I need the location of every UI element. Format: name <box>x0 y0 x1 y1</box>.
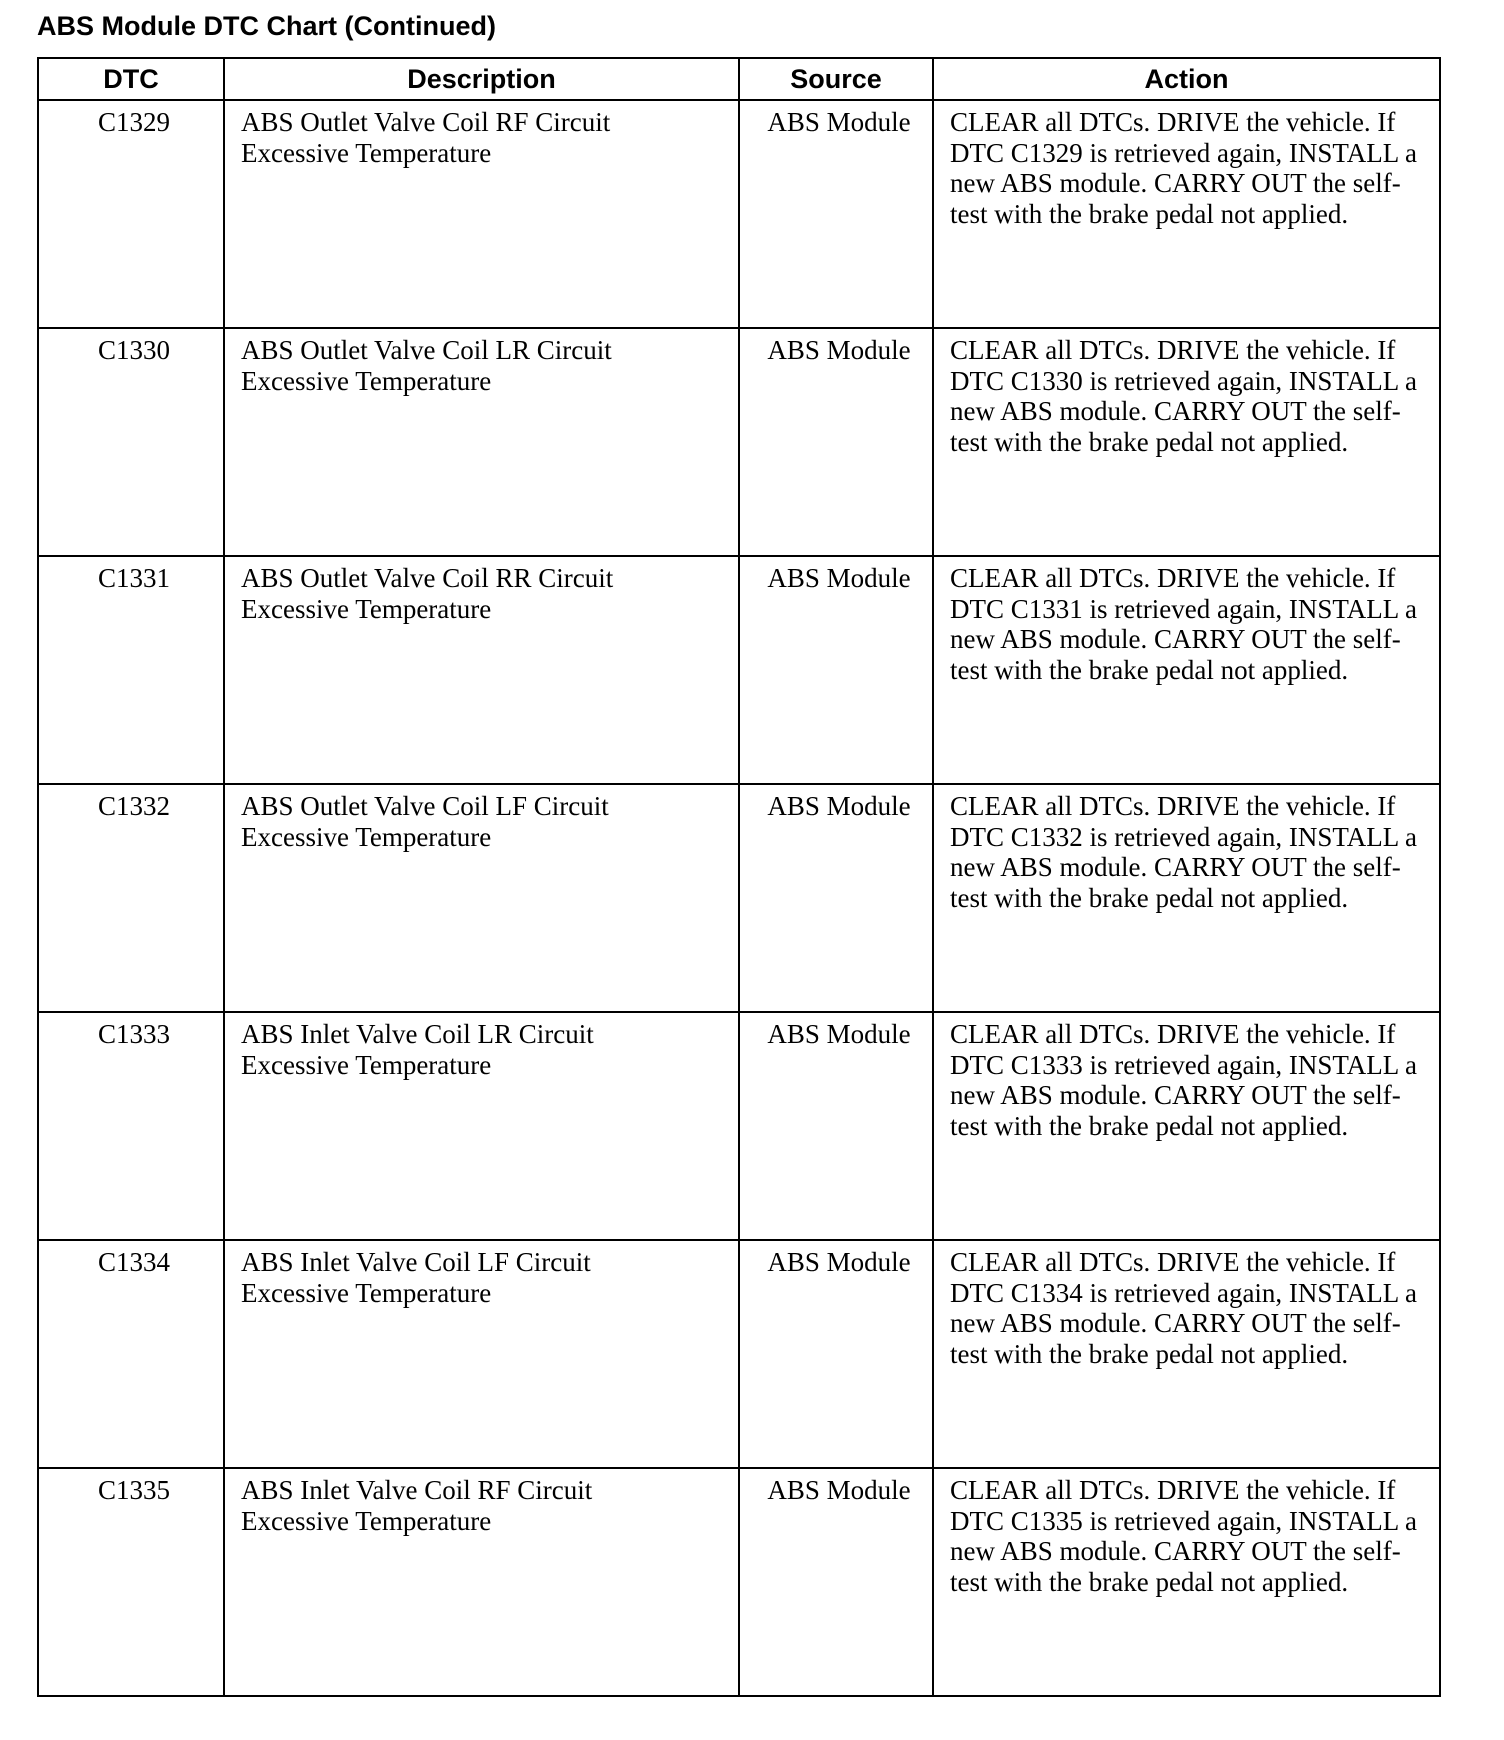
table-row <box>38 1240 1440 1468</box>
table-row <box>38 1468 1440 1696</box>
header-source: Source <box>739 58 933 100</box>
dtc-source: ABS Module <box>739 556 933 784</box>
description-line: Excessive Temperature <box>241 1277 492 1308</box>
dtc-description <box>224 100 739 328</box>
dtc-source: ABS Module <box>739 1468 933 1696</box>
dtc-source: ABS Module <box>739 1240 933 1468</box>
description-line: ABS Inlet Valve Coil LR Circuit <box>241 1019 594 1049</box>
dtc-description <box>224 1468 739 1696</box>
description-line: Excessive Temperature <box>241 1049 492 1080</box>
description-line: ABS Inlet Valve Coil LF Circuit <box>241 1247 591 1277</box>
dtc-code: C1333 <box>38 1012 224 1240</box>
page-title: ABS Module DTC Chart (Continued) <box>37 11 496 41</box>
dtc-action: CLEAR all DTCs. DRIVE the vehicle. If DTC C1332 is retrieved again, INSTALL a new ABS module. CARRY OUT the self-test with the brake pedal not applied. <box>933 784 1440 1012</box>
table-row <box>38 100 1440 328</box>
dtc-code: C1330 <box>38 328 224 556</box>
dtc-description <box>224 784 739 1012</box>
dtc-action: CLEAR all DTCs. DRIVE the vehicle. If DTC C1334 is retrieved again, INSTALL a new ABS module. CARRY OUT the self-test with the brake pedal not applied. <box>933 1240 1440 1468</box>
dtc-code: C1329 <box>38 100 224 328</box>
description-line: Excessive Temperature <box>241 365 492 396</box>
dtc-code: C1331 <box>38 556 224 784</box>
description-line: ABS Outlet Valve Coil LF Circuit <box>241 791 609 821</box>
description-line: ABS Inlet Valve Coil RF Circuit <box>241 1475 593 1505</box>
description-line: Excessive Temperature <box>241 593 492 624</box>
dtc-description <box>224 556 739 784</box>
table-row <box>38 784 1440 1012</box>
header-action: Action <box>933 58 1440 100</box>
description-line: ABS Outlet Valve Coil RF Circuit <box>241 107 611 137</box>
dtc-action: CLEAR all DTCs. DRIVE the vehicle. If DTC C1333 is retrieved again, INSTALL a new ABS module. CARRY OUT the self-test with the brake pedal not applied. <box>933 1012 1440 1240</box>
description-line: Excessive Temperature <box>241 821 492 852</box>
dtc-description <box>224 1012 739 1240</box>
table-row <box>38 328 1440 556</box>
table-row <box>38 556 1440 784</box>
table-row <box>38 1012 1440 1240</box>
description-line: ABS Outlet Valve Coil RR Circuit <box>241 563 614 593</box>
description-line: Excessive Temperature <box>241 1505 492 1536</box>
dtc-source: ABS Module <box>739 1012 933 1240</box>
dtc-code: C1335 <box>38 1468 224 1696</box>
dtc-description <box>224 1240 739 1468</box>
dtc-code: C1334 <box>38 1240 224 1468</box>
description-line: Excessive Temperature <box>241 137 492 168</box>
dtc-action: CLEAR all DTCs. DRIVE the vehicle. If DTC C1330 is retrieved again, INSTALL a new ABS module. CARRY OUT the self-test with the brake pedal not applied. <box>933 328 1440 556</box>
dtc-action: CLEAR all DTCs. DRIVE the vehicle. If DTC C1329 is retrieved again, INSTALL a new ABS module. CARRY OUT the self-test with the brake pedal not applied. <box>933 100 1440 328</box>
dtc-action: CLEAR all DTCs. DRIVE the vehicle. If DTC C1331 is retrieved again, INSTALL a new ABS module. CARRY OUT the self-test with the brake pedal not applied. <box>933 556 1440 784</box>
dtc-description <box>224 328 739 556</box>
dtc-source: ABS Module <box>739 328 933 556</box>
dtc-source: ABS Module <box>739 100 933 328</box>
dtc-table <box>37 57 1441 1697</box>
dtc-source: ABS Module <box>739 784 933 1012</box>
header-dtc: DTC <box>38 58 224 100</box>
dtc-code: C1332 <box>38 784 224 1012</box>
dtc-action: CLEAR all DTCs. DRIVE the vehicle. If DTC C1335 is retrieved again, INSTALL a new ABS module. CARRY OUT the self-test with the brake pedal not applied. <box>933 1468 1440 1696</box>
table-header-row <box>38 58 1440 100</box>
header-description: Description <box>224 58 739 100</box>
description-line: ABS Outlet Valve Coil LR Circuit <box>241 335 612 365</box>
